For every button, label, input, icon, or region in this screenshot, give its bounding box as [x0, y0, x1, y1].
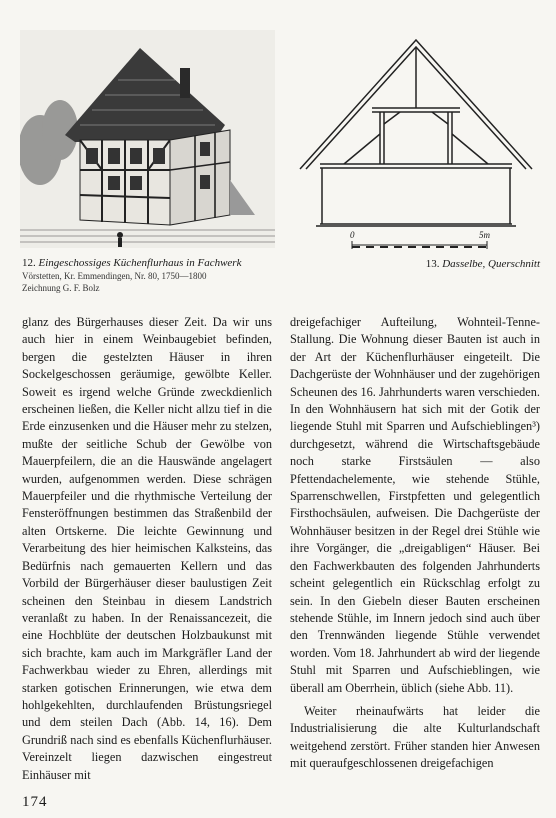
paragraph: dreigefachiger Aufteilung, Wohnteil-Tenne-Stallung. Die Wohnung dieser Bauten ist auch in der Art der Küchenflurhäuser eingeteilt. Die Dachgerüste der Wohnhäuser und der zugehörigen Scheunen des 16. Jahrhunderts waren verschieden. In den Wohnhäusern hat sich mit der Gotik der liegende Stuhl mit Sparren und Aufschieblingen³) durchgesetzt, während die Wirtschaftsgebäude noch starke Firstsäulen — also Pfettendachelemente, wie stehende Stühle, Sparrenschwellen, Firstpfetten und gelegentlich Firsthochsäulen, aufweisen. Die Dachgerüste der Wohnhäuser besitzen in der Regel drei Stühle wie ihre Vorgänger, die „dreigabligen“ Häuser. Bei den Fachwerkbauten des folgenden Jahrhunderts scheint gelegentlich ein Rückschlag erfolgt zu sein. In den Giebeln dieser Bauten erscheinen stehende Stühle, im Innern jedoch sind auch über den Trennwänden liegende Stühle verwendet worden. Vom 18. Jahrhundert ab wird der liegende Stuhl mit Sparren und Aufschieblingen, wie überall am Oberrhein, üblich (siehe Abb. 11). — [290, 315, 540, 695]
figure-12-location: Vörstetten, Kr. Emmendingen, Nr. 80, 1750—1800 — [22, 271, 207, 281]
scale-label-start: 0 — [350, 230, 355, 240]
house-drawing — [20, 30, 275, 248]
paragraph: glanz des Bürgerhauses dieser Zeit. Da wir uns auch hier in einem Weinbaugebiet befinden, bergen die gestelzten Häuser in ihren Sockelgeschossen geräumige, gewölbte Keller. Soweit es irgend welche Gründe zweckdienlich erscheinen ließen, die Keller nicht allzu tief in die Erde einzusenken und die Häuser mehr zu stelzen, mußte der seitliche Schub der Gewölbe von Mauerpfeilern, die an die Hauswände angelagert wurden, aufgenommen werden. Diese schrägen Mauerpfeiler und die rhythmische Verteilung der Fensteröffnungen bestimmen das Straßenbild der alten Ortskerne. Die leichte Gewinnung und Verarbeitung des hier heimischen Kalksteins, das Bedürfnis nach gemauerten Kellern und das Vorbild der Bürgerhäuser dieser baulustigen Zeit scheinen den Steinbau in diesem Landstrich veranlaßt zu haben. In der Renaissancezeit, die eine Hochblüte der deutschen Holzbaukunst mit sich brachte, kam auch im Markgräfler Land der Fachwerkbau wieder zu Ehren, allerdings mit starken gotischen Erinnerungen, wie etwa dem hohlgekehlten, durchlaufenden Brüstungsriegel und dem steilen Dach (Abb. 14, 16). Dem Grundriß nach sind es ebenfalls Küchenflurhäuser. Vereinzelt liegen dazwischen eingestreut Einhäuser mit — [22, 315, 272, 782]
figure-12-caption — [22, 257, 282, 294]
figure-12-title: Eingeschossiges Küchenflurhaus in Fachwerk — [38, 257, 242, 269]
page-number: 174 — [22, 794, 48, 810]
cross-section-diagram — [292, 34, 540, 244]
scale-label-end: 5m — [479, 230, 490, 240]
body-column-right — [290, 314, 540, 773]
figure-13-number: 13. — [425, 258, 440, 270]
figure-13-caption — [380, 258, 540, 271]
paragraph: Weiter rheinaufwärts hat leider die Industrialisierung die alte Kulturlandschaft weitgehend zerstört. Früher standen hier Anwesen mit queraufgeschlossenen dreigefachigen — [290, 703, 540, 771]
scale-bar — [292, 229, 540, 259]
house-illustration — [20, 30, 275, 248]
figure-13-title: Dasselbe, Querschnitt — [442, 258, 540, 270]
body-column-left — [22, 314, 272, 784]
roof-cross-section — [292, 34, 540, 244]
figure-12-credit: Zeichnung G. F. Bolz — [22, 283, 100, 293]
figure-12-number: 12. — [22, 257, 36, 269]
